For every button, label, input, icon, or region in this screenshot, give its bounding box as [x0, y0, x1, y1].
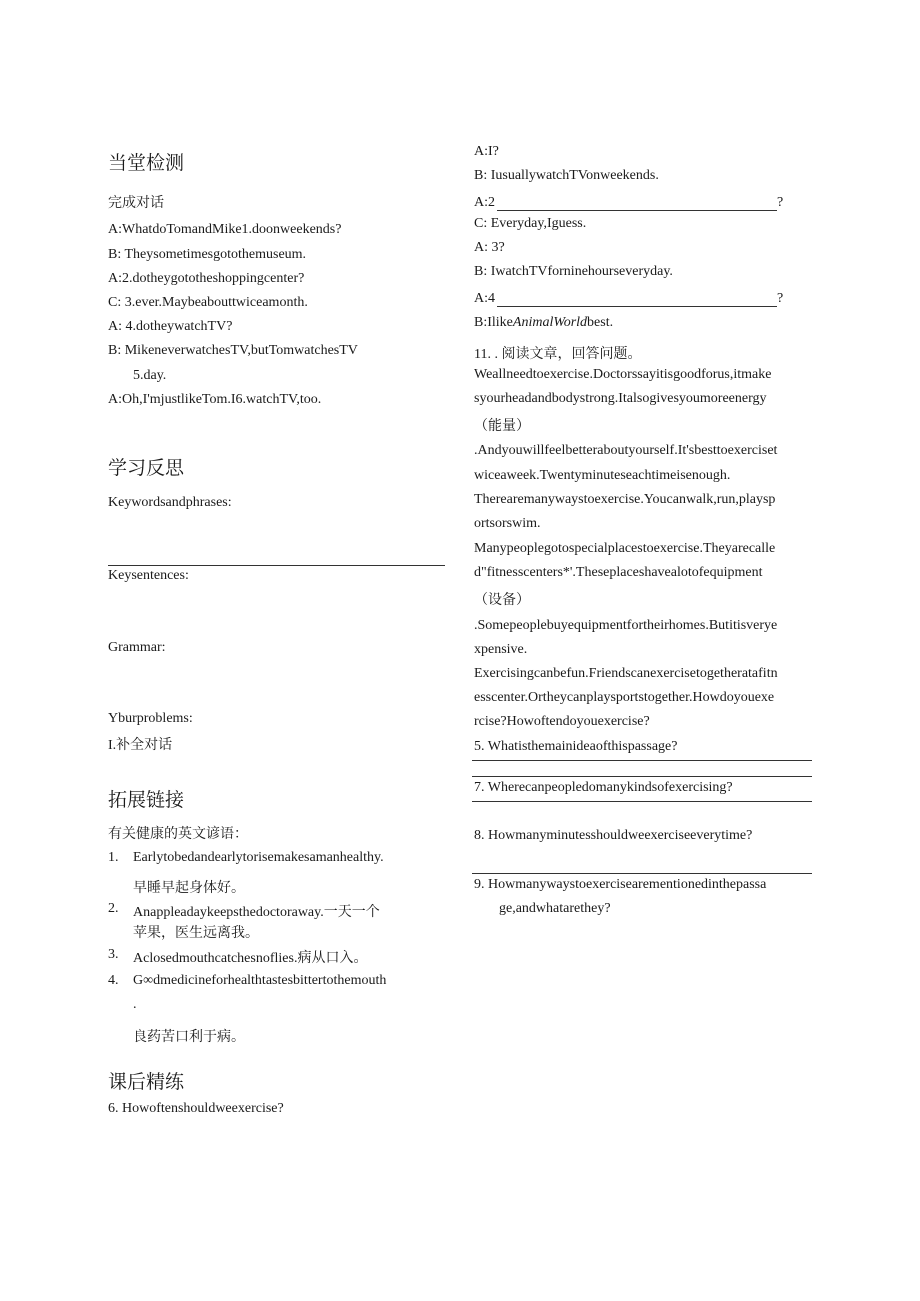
question-8: 8. Howmanyminutesshouldweexerciseeverytime? — [474, 828, 753, 843]
passage-line: syourheadandbodystrong.Italsogivesyoumoreenergy — [474, 391, 767, 406]
passage-line: wiceaweek.Twentyminuteseachtimeisenough. — [474, 468, 731, 483]
question-9-line-1: 9. Howmanywaystoexercisearementionedinthepassa — [474, 877, 767, 892]
label-fill-dialog: I.补全对话 — [108, 738, 173, 753]
proverb-english: Aclosedmouthcatchesnoflies.病从口入。 — [133, 951, 368, 966]
passage-line: .Somepeoplebuyequipmentfortheirhomes.Butitisverye — [474, 618, 778, 633]
proverb-number: 4. — [108, 973, 119, 988]
answer-line-8[interactable] — [472, 873, 812, 874]
dialog2-line-4: C: Everyday,Iguess. — [474, 216, 587, 231]
dialog-line-5: A: 4.dotheywatchTV? — [108, 319, 233, 334]
subheading-complete-dialog: 完成对话 — [108, 195, 164, 211]
program-title: AnimalWorld — [512, 315, 588, 330]
dialog2-line-1: A:I? — [474, 144, 499, 159]
heading-kehou-jinglian: 课后精练 — [108, 1071, 185, 1093]
passage-line: （设备） — [474, 593, 530, 608]
answer-blank-2[interactable] — [497, 210, 777, 211]
question-6: 6. Howoftenshouldweexercise? — [108, 1101, 284, 1116]
question-5: 5. Whatisthemainideaofthispassage? — [474, 739, 678, 754]
dialog-line-1: A:WhatdoTomandMike1.doonweekends? — [108, 222, 342, 237]
passage-line: Exercisingcanbefun.Friendscanexercisetogetheratafitn — [474, 666, 778, 681]
dialog-line-8: A:Oh,I'mjustlikeTom.I6.watchTV,too. — [108, 392, 322, 407]
passage-line: （能量） — [474, 419, 530, 434]
passage-line: Weallneedtoexercise.Doctorssayitisgoodforus,itmake — [474, 367, 772, 382]
reading-title: 11. . 阅读文章，回答问题。 — [474, 347, 642, 362]
dialog2-line-3: A:2 — [474, 195, 495, 210]
label-problems: Yburproblems: — [108, 711, 193, 726]
passage-line: xpensive. — [474, 642, 528, 657]
passage-line: ortsorswim. — [474, 516, 541, 531]
answer-blank-4[interactable] — [497, 306, 777, 307]
passage-line: Manypeoplegotospecialplacestoexercise.Theyarecalle — [474, 541, 776, 556]
dialog2-line-6: B: IwatchTVforninehourseveryday. — [474, 264, 673, 279]
answer-line-7[interactable] — [472, 801, 812, 802]
heading-dangtang-jiance: 当堂检测 — [108, 152, 185, 174]
passage-line: Therearemanywaystoexercise.Youcanwalk,run,playsp — [474, 492, 776, 507]
passage-line: esscenter.Ortheycanplaysportstogether.Howdoyouexe — [474, 690, 775, 705]
proverb-english: G∞dmedicineforhealthtastesbittertothemouth — [133, 973, 387, 988]
dialog2-line-5: A: 3? — [474, 240, 505, 255]
passage-line: rcise?Howoftendoyouexercise? — [474, 714, 650, 729]
proverb-dot: . — [133, 997, 137, 1012]
question-7: 7. Wherecanpeopledomanykindsofexercising? — [474, 780, 733, 795]
dialog2-line-2: B: IusuallywatchTVonweekends. — [474, 168, 659, 183]
proverb-chinese: 良药苦口利于病。 — [133, 1030, 245, 1045]
proverbs-intro: 有关健康的英文谚语： — [108, 826, 248, 842]
label-keysentences: Keysentences: — [108, 568, 189, 583]
dialog2-suffix: best. — [587, 315, 614, 330]
heading-xuexi-fansi: 学习反思 — [108, 457, 185, 479]
dialog2-prefix: B:Ilike — [474, 315, 513, 330]
proverb-number: 1. — [108, 850, 119, 865]
dialog-line-6: B: MikeneverwatchesTV,butTomwatchesTV — [108, 343, 358, 358]
proverb-english: Earlytobedandearlytorisemakesamanhealthy. — [133, 850, 384, 865]
proverb-number: 3. — [108, 947, 119, 962]
question-9-line-2: ge,andwhatarethey? — [499, 901, 611, 916]
label-grammar: Grammar: — [108, 640, 166, 655]
dialog-line-4: C: 3.ever.Maybeabouttwiceamonth. — [108, 295, 308, 310]
proverb-chinese: 早睡早起身体好。 — [133, 881, 245, 896]
answer-line-5a[interactable] — [472, 760, 812, 761]
proverb-english: Anappleadaykeepsthedoctoraway.一天一个 — [133, 905, 380, 920]
label-keywords: Keywordsandphrases: — [108, 495, 232, 510]
answer-line-5b[interactable] — [472, 776, 812, 777]
answer-line-keywords[interactable] — [108, 565, 445, 566]
passage-line: d"fitnesscenters*'.Theseplaceshavealotofequipment — [474, 565, 763, 580]
proverb-chinese: 苹果，医生远离我。 — [133, 926, 259, 941]
question-mark: ? — [777, 291, 784, 306]
passage-line: .Andyouwillfeelbetteraboutyourself.It'sbesttoexerciset — [474, 443, 778, 458]
dialog-line-7: 5.day. — [133, 368, 167, 383]
dialog2-line-7: A:4 — [474, 291, 495, 306]
proverb-number: 2. — [108, 901, 119, 916]
dialog2-line-8 — [474, 315, 613, 331]
question-mark: ? — [777, 195, 784, 210]
dialog-line-3: A:2.dotheygototheshoppingcenter? — [108, 271, 305, 286]
dialog-line-2: B: Theysometimesgotothemuseum. — [108, 247, 307, 262]
heading-tuozhan-lianjie: 拓展链接 — [108, 789, 185, 811]
